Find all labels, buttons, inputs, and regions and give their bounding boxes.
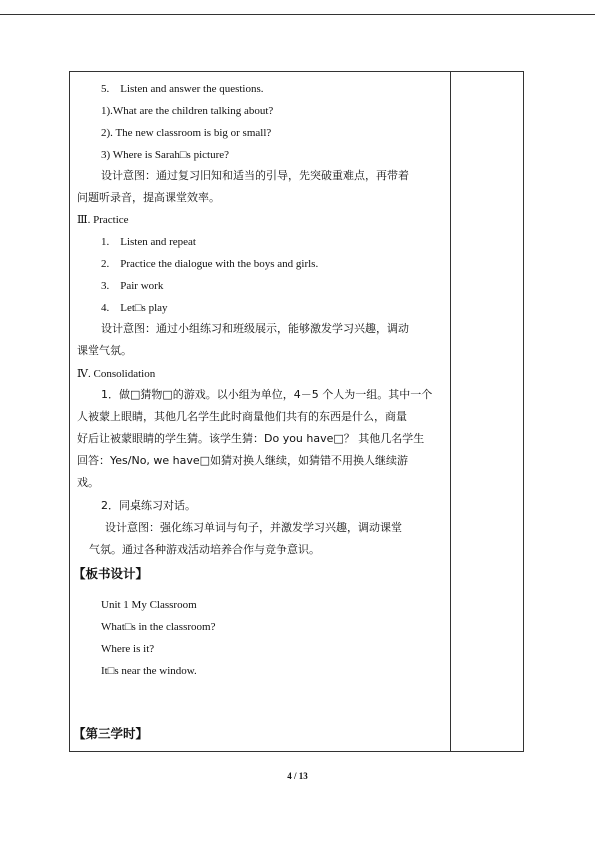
section-heading: Ⅲ. Practice xyxy=(77,214,129,226)
design-intent-line: 气氛。通过各种游戏活动培养合作与竞争意识。 xyxy=(89,543,320,556)
board-line: Unit 1 My Classroom xyxy=(101,599,197,611)
text-line: 人被蒙上眼睛，其他几名学生此时商量他们共有的东西是什么，商量 xyxy=(77,410,407,423)
top-rule xyxy=(0,14,595,15)
text-line: 1. Listen and repeat xyxy=(101,236,196,248)
text-line: 3. Pair work xyxy=(101,280,164,292)
board-line: What□s in the classroom? xyxy=(101,621,216,633)
section-heading: Ⅳ. Consolidation xyxy=(77,368,156,380)
lesson-table xyxy=(69,71,524,752)
lesson-content-cell xyxy=(70,72,450,751)
board-line: It□s near the window. xyxy=(101,665,197,677)
text-line: 1．做□猜物□的游戏。以小组为单位，4－5 个人为一组。其中一个 xyxy=(101,388,433,401)
text-line: 戏。 xyxy=(77,476,99,489)
board-design-heading: 【板书设计】 xyxy=(73,566,149,581)
design-intent-line: 课堂气氛。 xyxy=(77,344,132,357)
text-line: 回答：Yes/No, we have□如猜对换人继续，如猜错不用换人继续游 xyxy=(77,454,409,467)
text-line: 5. Listen and answer the questions. xyxy=(101,83,264,95)
design-intent-line: 设计意图：强化练习单词与句子，并激发学习兴趣，调动课堂 xyxy=(105,521,402,534)
text-line: 2．同桌练习对话。 xyxy=(101,499,196,512)
design-intent-line: 设计意图：通过小组练习和班级展示，能够激发学习兴趣，调动 xyxy=(101,322,409,335)
text-line: 2). The new classroom is big or small? xyxy=(101,127,272,139)
third-period-heading: 【第三学时】 xyxy=(73,726,149,741)
design-intent-line: 设计意图：通过复习旧知和适当的引导，先突破重难点，再带着 xyxy=(101,169,409,182)
board-line: Where is it? xyxy=(101,643,155,655)
design-intent-line: 问题听录音，提高课堂效率。 xyxy=(77,191,220,204)
page-number: 4 / 13 xyxy=(287,771,308,781)
column-divider xyxy=(450,72,451,751)
text-line: 2. Practice the dialogue with the boys and girls. xyxy=(101,258,319,270)
text-line: 好后让被蒙眼睛的学生猜。该学生猜：Do you have□？ 其他几名学生 xyxy=(77,432,425,445)
text-line: 1).What are the children talking about? xyxy=(101,105,274,117)
text-line: 4. Let□s play xyxy=(101,302,168,314)
text-line: 3) Where is Sarah□s picture? xyxy=(101,149,230,161)
